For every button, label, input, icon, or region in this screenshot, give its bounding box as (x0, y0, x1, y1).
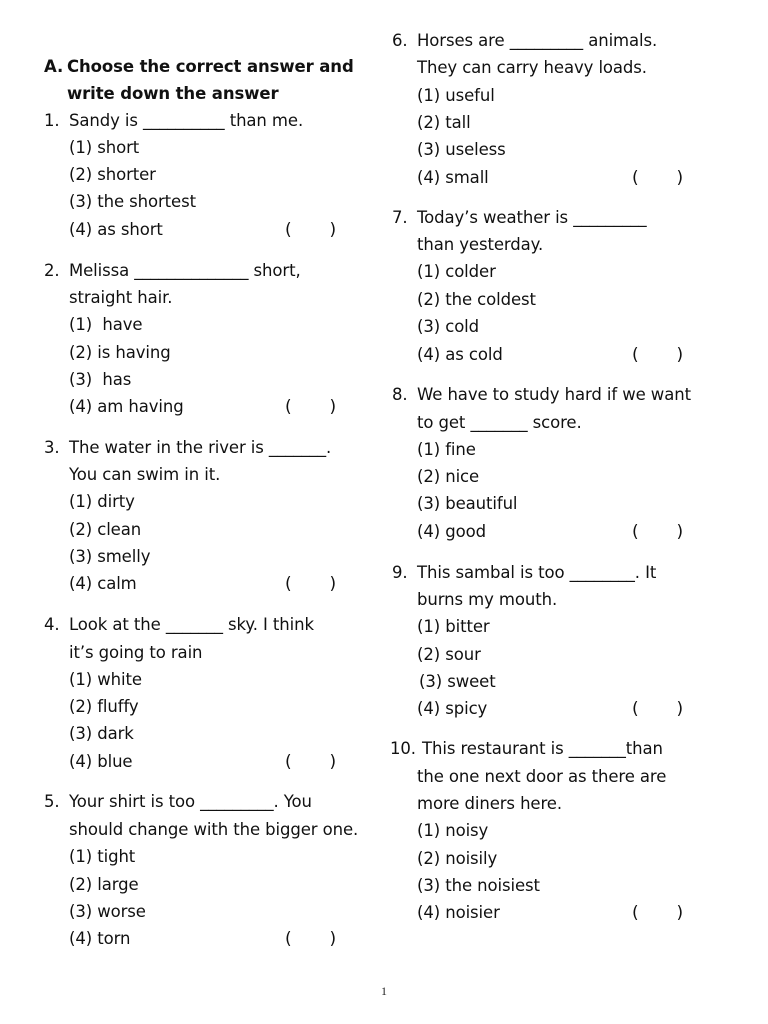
question-9-option-2: (2) sour (417, 645, 481, 664)
question-10-text-line3: more diners here. (417, 794, 563, 813)
question-8-option-3: (3) beautiful (417, 494, 518, 513)
section-letter: A. (44, 57, 64, 76)
question-6-text-line2: They can carry heavy loads. (417, 58, 647, 77)
question-10-option-1: (1) noisy (417, 821, 489, 840)
question-8-answer-box[interactable]: ( ) (632, 522, 684, 542)
question-7-text-line2: than yesterday. (417, 235, 544, 254)
section-title-line1: Choose the correct answer and (67, 57, 354, 76)
question-6-number: 6. (392, 31, 408, 50)
page-number: 1 (381, 984, 387, 998)
question-2-option-1: (1) have (69, 315, 143, 334)
question-2-option-2: (2) is having (69, 343, 171, 362)
question-9-option-4: (4) spicy (417, 699, 488, 718)
question-8-option-1: (1) fine (417, 440, 476, 459)
question-9-option-3: (3) sweet (419, 672, 496, 691)
question-2-option-4: (4) am having (69, 397, 184, 416)
question-3-answer-box[interactable]: ( ) (285, 574, 337, 594)
question-2-option-3: (3) has (69, 370, 132, 389)
question-8-option-2: (2) nice (417, 467, 480, 486)
question-1-option-4: (4) as short (69, 220, 163, 239)
question-2-answer-box[interactable]: ( ) (285, 397, 337, 417)
question-10-text-line2: the one next door as there are (417, 767, 667, 786)
question-9-text-line2: burns my mouth. (417, 590, 558, 609)
question-1-number: 1. (44, 111, 60, 130)
question-3-number: 3. (44, 438, 60, 457)
question-8-text-line1: We have to study hard if we want (417, 385, 691, 404)
question-4-option-2: (2) fluffy (69, 697, 139, 716)
question-5-option-3: (3) worse (69, 902, 146, 921)
question-7-option-3: (3) cold (417, 317, 480, 336)
question-5-text-line2: should change with the bigger one. (69, 820, 359, 839)
question-10-option-2: (2) noisily (417, 849, 498, 868)
question-6-option-2: (2) tall (417, 113, 471, 132)
question-7-answer-box[interactable]: ( ) (632, 345, 684, 365)
question-9-option-1: (1) bitter (417, 617, 490, 636)
question-6-option-3: (3) useless (417, 140, 506, 159)
question-6-answer-box[interactable]: ( ) (632, 168, 684, 188)
question-6-option-4: (4) small (417, 168, 489, 187)
question-1-option-3: (3) the shortest (69, 192, 196, 211)
question-5-text-line1: Your shirt is too _________. You (69, 792, 312, 811)
question-10-text-line1: This restaurant is _______than (422, 739, 663, 758)
question-3-option-1: (1) dirty (69, 492, 135, 511)
question-7-option-4: (4) as cold (417, 345, 503, 364)
question-7-option-1: (1) colder (417, 262, 496, 281)
section-title-line2: write down the answer (67, 84, 279, 103)
question-2-number: 2. (44, 261, 60, 280)
question-1-option-2: (2) shorter (69, 165, 156, 184)
question-2-text-line1: Melissa ______________ short, (69, 261, 301, 280)
question-3-text-line1: The water in the river is _______. (69, 438, 332, 457)
question-5-option-2: (2) large (69, 875, 139, 894)
question-10-answer-box[interactable]: ( ) (632, 903, 684, 923)
question-7-number: 7. (392, 208, 408, 227)
question-5-answer-box[interactable]: ( ) (285, 929, 337, 949)
question-8-option-4: (4) good (417, 522, 486, 541)
question-4-text-line2: it’s going to rain (69, 643, 203, 662)
question-2-text-line2: straight hair. (69, 288, 173, 307)
question-6-text-line1: Horses are _________ animals. (417, 31, 658, 50)
question-7-text-line1: Today’s weather is _________ (417, 208, 647, 227)
question-9-number: 9. (392, 563, 408, 582)
question-4-text-line1: Look at the _______ sky. I think (69, 615, 314, 634)
question-8-text-line2: to get _______ score. (417, 413, 582, 432)
question-3-text-line2: You can swim in it. (69, 465, 221, 484)
question-5-option-1: (1) tight (69, 847, 136, 866)
question-4-answer-box[interactable]: ( ) (285, 752, 337, 772)
question-4-number: 4. (44, 615, 60, 634)
question-8-number: 8. (392, 385, 408, 404)
question-5-option-4: (4) torn (69, 929, 131, 948)
question-3-option-3: (3) smelly (69, 547, 151, 566)
question-4-option-1: (1) white (69, 670, 142, 689)
question-5-number: 5. (44, 792, 60, 811)
question-9-text-line1: This sambal is too ________. It (417, 563, 657, 582)
question-10-option-4: (4) noisier (417, 903, 500, 922)
question-3-option-2: (2) clean (69, 520, 142, 539)
question-9-answer-box[interactable]: ( ) (632, 699, 684, 719)
question-10-number: 10. (390, 739, 416, 758)
question-4-option-3: (3) dark (69, 724, 134, 743)
question-10-option-3: (3) the noisiest (417, 876, 540, 895)
question-4-option-4: (4) blue (69, 752, 133, 771)
question-1-text: Sandy is __________ than me. (69, 111, 304, 130)
question-1-option-1: (1) short (69, 138, 140, 157)
question-3-option-4: (4) calm (69, 574, 137, 593)
question-6-option-1: (1) useful (417, 86, 495, 105)
question-7-option-2: (2) the coldest (417, 290, 536, 309)
question-1-answer-box[interactable]: ( ) (285, 220, 337, 240)
